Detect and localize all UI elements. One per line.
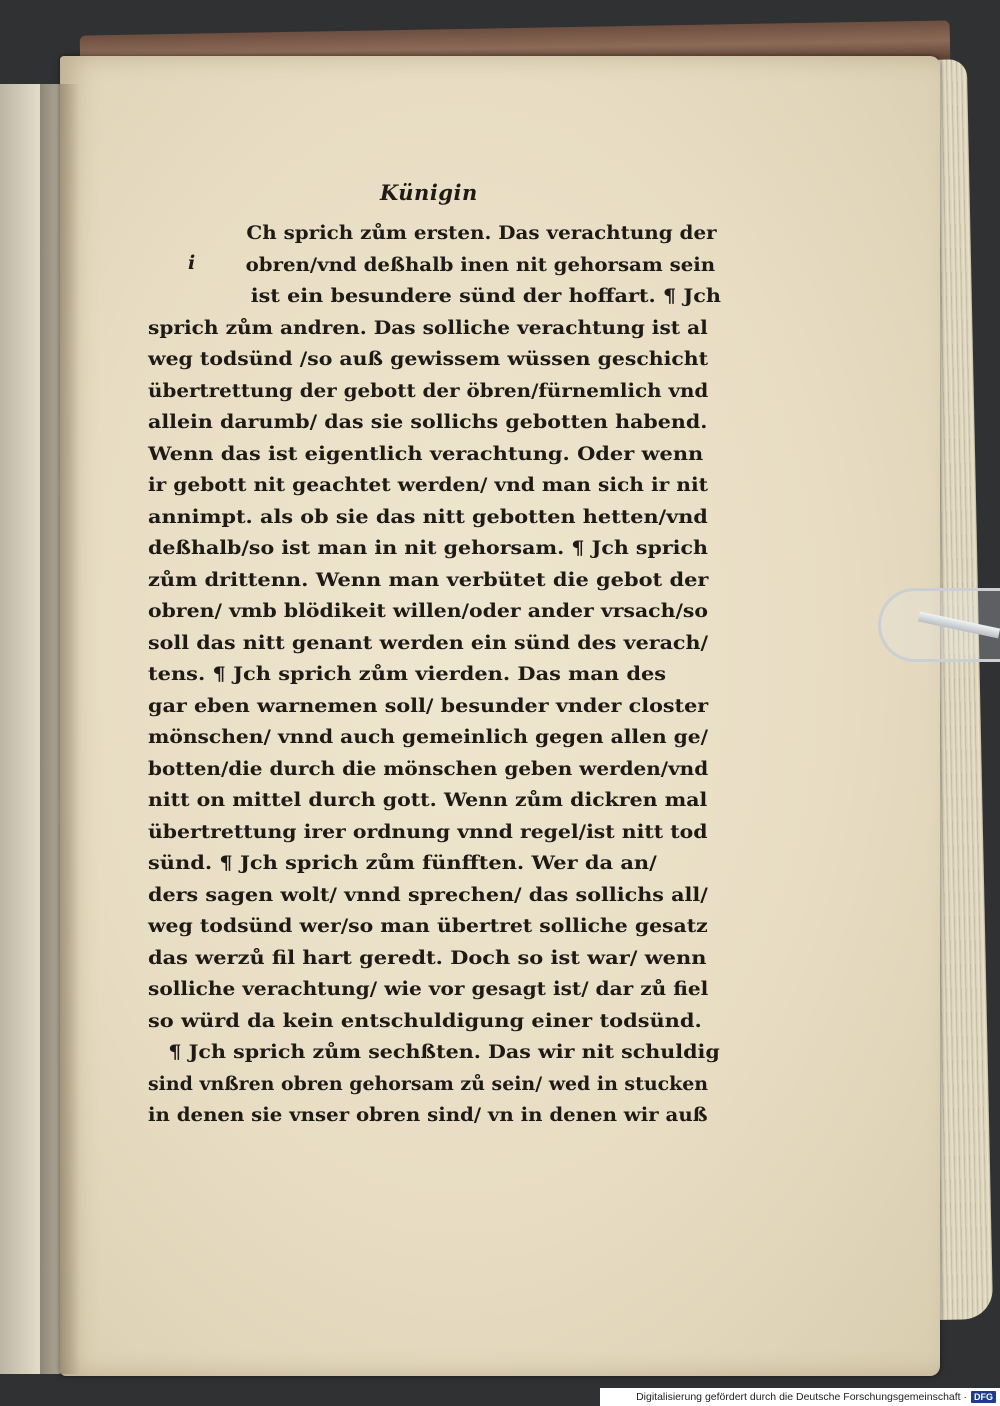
text-line: weg todsünd wer/so man übertret solliche gesatz [148, 916, 708, 937]
text-line: solliche verachtung/ wie vor gesagt ist/ dar zů fiel [148, 979, 709, 1000]
footer-credit: Digitalisierung gefördert durch die Deutsche Forschungsgemeinschaft · [636, 1391, 967, 1403]
text-lines [148, 218, 721, 1132]
page-clip [878, 588, 1000, 662]
footer-bar [600, 1388, 1000, 1406]
text-line: sind vnßren obren gehorsam zů sein/ wed in stucken [148, 1073, 709, 1095]
text-line: allein darumb/ das sie sollichs gebotten habend. [148, 412, 708, 433]
text-line: annimpt. als ob sie das nitt gebotten hetten/vnd [148, 506, 708, 528]
text-line: ders sagen wolt/ vnnd sprechen/ das sollichs all/ [148, 884, 708, 906]
text-line: das werzů fil hart geredt. Doch so ist war/ wenn [148, 947, 707, 969]
text-line: nitt on mittel durch gott. Wenn zům dickren mal [148, 790, 708, 811]
text-line: mönschen/ vnnd auch gemeinlich gegen allen ge/ [148, 727, 709, 748]
dfg-logo: DFG [971, 1391, 996, 1403]
text-line: Ch sprich zům ersten. Das verachtung der [246, 223, 717, 244]
text-line: gar eben warnemen soll/ besunder vnder closter [148, 695, 709, 717]
text-line: tens. ¶ Jch sprich zům vierden. Das man des [148, 664, 667, 685]
text-line: übertrettung der gebott der öbren/fürnemlich vnd [148, 380, 709, 402]
gutter-shadow [40, 84, 80, 1374]
text-line: weg todsünd /so auß gewissem wüssen geschicht [148, 349, 709, 370]
text-line: zům drittenn. Wenn man verbütet die gebot der [148, 569, 709, 591]
text-line: ¶ Jch sprich zům sechßten. Das wir nit schuldig [168, 1042, 720, 1063]
guide-letter: i [188, 252, 196, 274]
text-line: ir gebott nit geachtet werden/ vnd man sich ir nit [148, 475, 708, 496]
text-line: ist ein besundere sünd der hoffart. ¶ Jch [250, 286, 721, 307]
text-line: soll das nitt genant werden ein sünd des verach/ [148, 632, 709, 654]
text-line: sprich zům andren. Das solliche verachtung ist al [148, 317, 708, 339]
text-line: Wenn das ist eigentlich verachtung. Oder wenn [148, 443, 704, 465]
text-line: deßhalb/so ist man in nit gehorsam. ¶ Jch sprich [148, 538, 708, 559]
text-line: in denen sie vnser obren sind/ vn in denen wir auß [148, 1105, 708, 1126]
text-line: botten/die durch die mönschen geben werden/vnd [148, 758, 709, 780]
text-line: obren/vnd deßhalb inen nit gehorsam sein [245, 254, 716, 276]
text-line: so würd da kein entschuldigung einer todsünd. [148, 1010, 702, 1032]
text-line: obren/ vmb blödikeit willen/oder ander vrsach/so [148, 601, 709, 622]
running-head: Künigin [380, 180, 478, 205]
text-line: übertrettung irer ordnung vnnd regel/ist nitt tod [148, 821, 708, 843]
text-line: sünd. ¶ Jch sprich zům fünfften. Wer da an/ [148, 853, 657, 874]
